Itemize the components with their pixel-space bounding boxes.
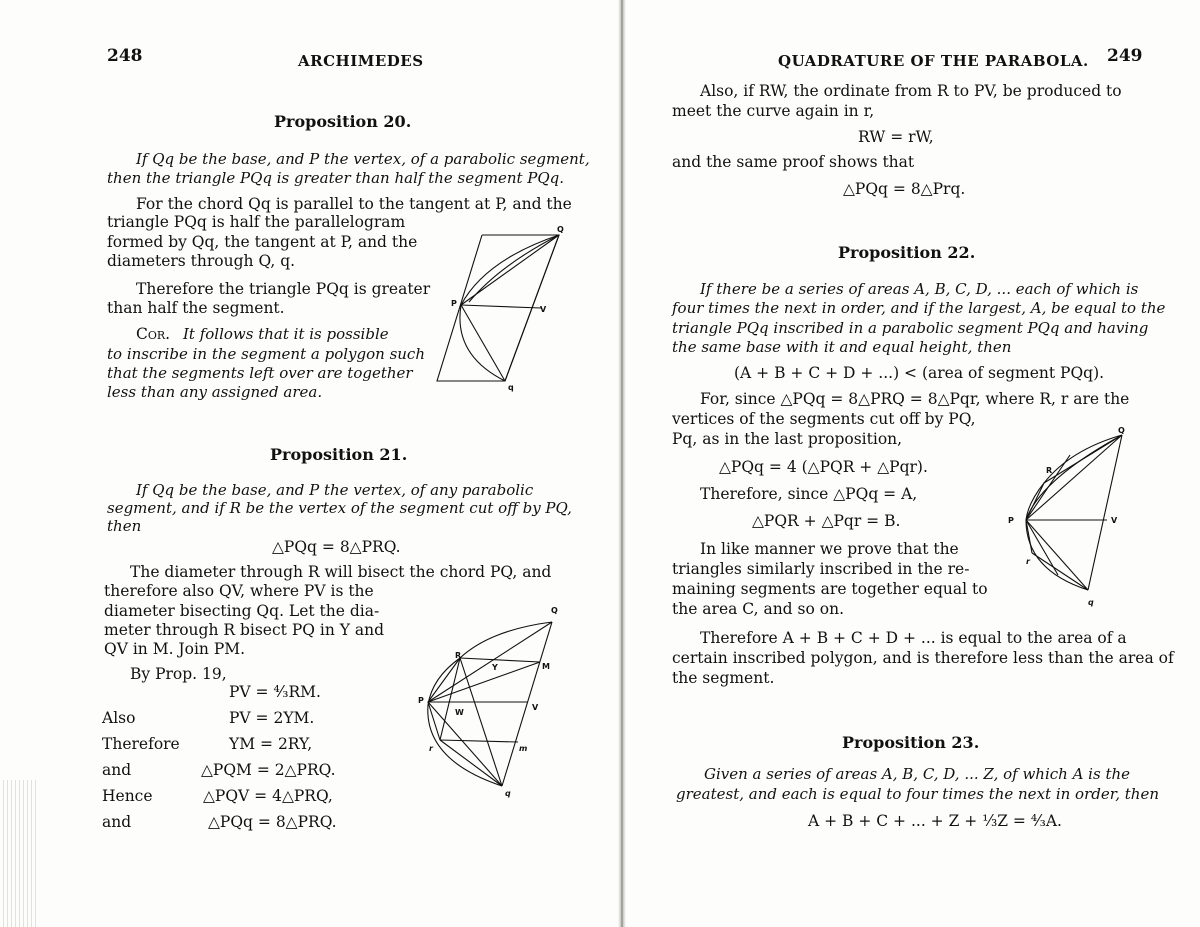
fig21-label-r: r — [429, 744, 433, 753]
prop20-body-line: triangle PQq is half the parallelogram — [107, 213, 406, 231]
prop23-title: Proposition 23. — [842, 733, 980, 752]
fig20-label-P: P — [451, 299, 457, 308]
prop22-eq-a: △PQq = 4 (△PQR + △Pqr). — [719, 458, 928, 476]
step-expr: YM = 2RY, — [229, 735, 313, 753]
step-label: Hence — [102, 787, 153, 805]
prop23-statement-line: Given a series of areas A, B, C, D, ... Z, of which A is the — [704, 765, 1131, 783]
prop22-body-line: vertices of the segments cut off by PQ, — [672, 410, 976, 428]
fig21-label-R: R — [455, 651, 462, 660]
fig22-label-q: q — [1088, 598, 1094, 607]
prop21-by-prop: By Prop. 19, — [130, 665, 227, 683]
prop21-title: Proposition 21. — [270, 445, 408, 464]
prop20-figure — [425, 220, 575, 400]
corollary-label: Cor. — [136, 325, 171, 343]
prop23-statement-line: greatest, and each is equal to four times the next in order, then — [676, 785, 1160, 803]
step-label: Also — [102, 709, 136, 727]
fig21-label-P: P — [418, 696, 424, 705]
prop21-statement-line: If Qq be the base, and P the vertex, of any parabolic — [136, 481, 534, 499]
step-label: and — [102, 813, 132, 831]
chord-Qq — [505, 235, 559, 381]
prop22-eq-b: Therefore, since △PQq = A, — [700, 485, 918, 503]
line-Pq — [428, 702, 502, 786]
corollary-line: to inscribe in the segment a polygon such — [107, 345, 425, 363]
fig22-label-Q: Q — [1118, 426, 1125, 435]
fig22-label-R: R — [1046, 466, 1053, 475]
book-spine — [618, 0, 626, 927]
chord-Qq — [1088, 435, 1122, 590]
fig22-label-r: r — [1026, 557, 1030, 566]
intro-line: meet the curve again in r, — [672, 102, 875, 120]
prop21-body-line: QV in M. Join PM. — [104, 640, 246, 658]
fig22-label-V: V — [1111, 516, 1118, 525]
prop22-figure — [1010, 425, 1130, 600]
step-expr: △PQq = 8△PRQ. — [208, 813, 337, 831]
prop22-statement-line: triangle PQq inscribed in a parabolic segment PQq and having — [672, 319, 1149, 337]
step-expr: PV = ⁴⁄₃RM. — [229, 683, 321, 701]
prop22-manner-line: In like manner we prove that the — [700, 540, 959, 558]
prop23-result: A + B + C + ... + Z + ⅓Z = ⁴⁄₃A. — [808, 812, 1062, 830]
prop22-statement-line: If there be a series of areas A, B, C, D, ... each of which is — [700, 280, 1139, 298]
line-rq — [440, 740, 502, 786]
parabola-arc — [1026, 435, 1122, 590]
prop22-statement-line: the same base with it and equal height, then — [672, 338, 1012, 356]
diameter-R — [460, 658, 540, 662]
prop20-therefore-line: than half the segment. — [107, 299, 285, 317]
prop21-result: △PQq = 8△PRQ. — [272, 538, 401, 556]
fig20-label-Q: Q — [557, 225, 564, 234]
prop21-body-line: The diameter through R will bisect the chord PQ, and — [130, 563, 552, 581]
chord-Qq — [502, 622, 552, 786]
step-label: Therefore — [102, 735, 180, 753]
prop22-body-line: Pq, as in the last proposition, — [672, 430, 903, 448]
eq-PQq-Prq: △PQq = 8△Prq. — [843, 180, 966, 198]
prop21-body-line: meter through R bisect PQ in Y and — [104, 621, 385, 639]
fig21-label-V: V — [532, 703, 539, 712]
eq-RW: RW = rW, — [858, 128, 934, 146]
corollary-line: less than any assigned area. — [107, 383, 323, 401]
fig21-label-Q: Q — [551, 606, 558, 615]
side-Pq — [461, 305, 505, 381]
prop20-body-line: For the chord Qq is parallel to the tangent at P, and the — [136, 195, 572, 213]
right-running-head: QUADRATURE OF THE PARABOLA. — [778, 52, 1089, 70]
prop22-eq-c: △PQR + △Pqr = B. — [752, 512, 901, 530]
fig21-label-W: W — [455, 708, 464, 717]
prop22-manner-line: the area C, and so on. — [672, 600, 844, 618]
prop20-title: Proposition 20. — [274, 112, 412, 131]
tangent-chord-line — [461, 305, 541, 308]
prop20-statement-line: then the triangle PQq is greater than half the segment PQq. — [107, 169, 565, 187]
fig22-label-P: P — [1008, 516, 1014, 525]
intro-line: Also, if RW, the ordinate from R to PV, be produced to — [700, 82, 1122, 100]
prop22-conclusion-line: Therefore A + B + C + D + ... is equal to the area of a — [700, 629, 1127, 647]
prop22-title: Proposition 22. — [838, 243, 976, 262]
same-proof-text: and the same proof shows that — [672, 153, 915, 171]
prop22-conclusion-line: the segment. — [672, 669, 775, 687]
prop20-statement-line: If Qq be the base, and P the vertex, of a parabolic segment, — [136, 150, 590, 168]
line-PM — [428, 662, 540, 702]
prop21-body-line: diameter bisecting Qq. Let the dia- — [104, 602, 380, 620]
prop20-body-line: formed by Qq, the tangent at P, and the — [107, 233, 418, 251]
prop22-body-line: For, since △PQq = 8△PRQ = 8△Pqr, where R, r are the — [700, 390, 1130, 408]
prop21-figure — [410, 610, 570, 800]
line-rm — [440, 740, 518, 742]
fig21-label-m: m — [519, 744, 528, 753]
prop21-statement-line: segment, and if R be the vertex of the segment cut off by PQ, — [107, 499, 572, 517]
prop21-body-line: therefore also QV, where PV is the — [104, 582, 374, 600]
prop20-therefore-line: Therefore the triangle PQq is greater — [136, 280, 431, 298]
prop20-body-line: diameters through Q, q. — [107, 252, 296, 270]
prop22-conclusion-line: certain inscribed polygon, and is therefore less than the area of — [672, 649, 1174, 667]
line-PQ — [1026, 435, 1122, 520]
step-expr: △PQM = 2△PRQ. — [201, 761, 336, 779]
step-label: and — [102, 761, 132, 779]
right-page-number: 249 — [1107, 46, 1143, 66]
fig21-label-q: q — [505, 789, 511, 798]
corollary-line: that the segments left over are together — [107, 364, 413, 382]
fig20-label-q: q — [508, 383, 514, 392]
step-expr: △PQV = 4△PRQ, — [203, 787, 333, 805]
step-expr: PV = 2YM. — [229, 709, 315, 727]
prop22-manner-line: triangles similarly inscribed in the re- — [672, 560, 970, 578]
fig21-label-M: M — [542, 662, 550, 671]
page-edge-shadow — [0, 780, 38, 927]
prop22-statement-line: four times the next in order, and if the largest, A, be equal to the — [672, 299, 1166, 317]
prop22-inequality: (A + B + C + D + ...) < (area of segment PQq). — [734, 364, 1105, 382]
line-Rq — [460, 658, 502, 786]
fig20-label-V: V — [540, 305, 547, 314]
prop22-manner-line: maining segments are together equal to — [672, 580, 988, 598]
fig21-label-Y: Y — [492, 663, 498, 672]
left-running-head: ARCHIMEDES — [298, 52, 424, 70]
prop21-statement-line: then — [107, 517, 142, 535]
corollary-line: It follows that it is possible — [183, 325, 389, 343]
line-Pr — [428, 702, 440, 740]
left-page-number: 248 — [107, 46, 143, 66]
